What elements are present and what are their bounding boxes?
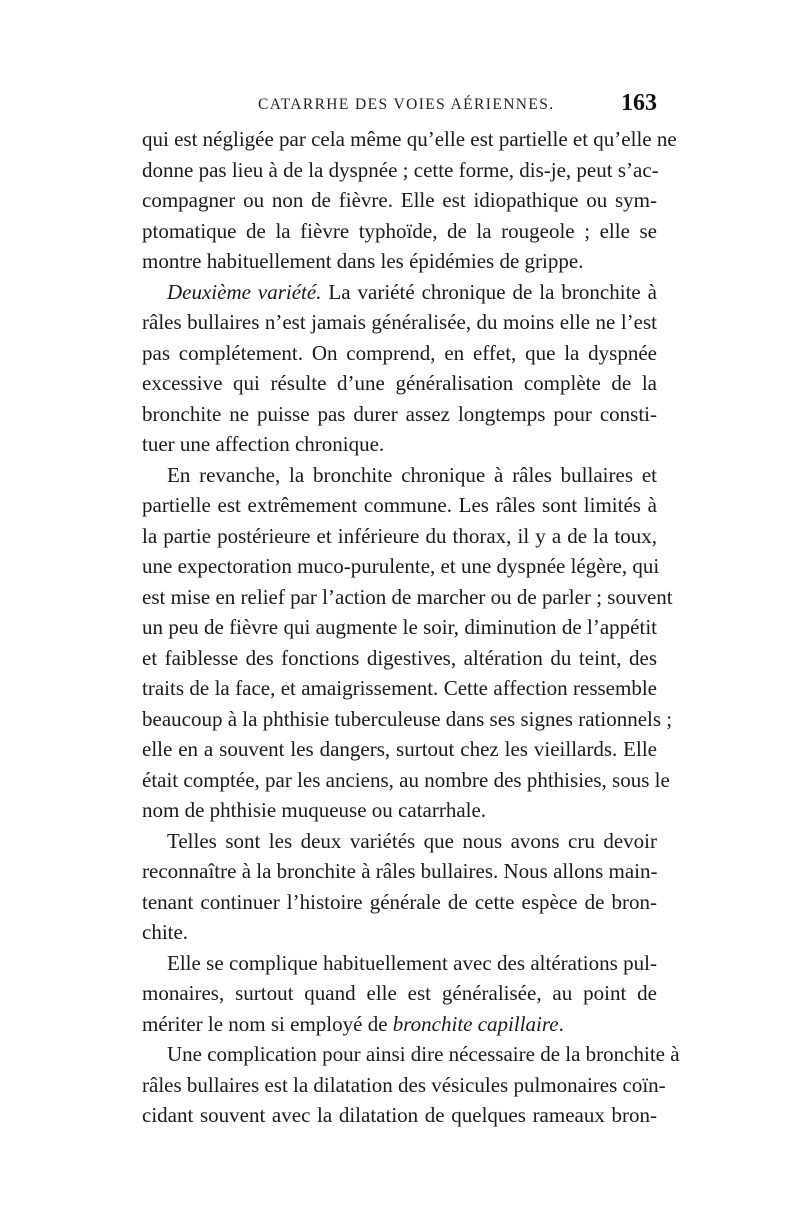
text-line: monaires, surtout quand elle est généralisée, au point de xyxy=(142,981,657,1005)
text-line: chite. xyxy=(142,920,189,944)
text-fragment: La variété chronique de la bronchite à xyxy=(321,279,657,304)
text-line: Elle se complique habituellement avec des altérations pul- xyxy=(167,950,657,975)
text-line: était comptée, par les anciens, au nombre des phthisies, sous le xyxy=(142,767,670,792)
text-line: est mise en relief par l’action de marcher ou de parler ; souvent xyxy=(142,584,673,609)
text-line: râles bullaires n’est jamais généralisée, du moins elle ne l’est xyxy=(142,310,657,334)
text-fragment: mériter le nom si employé de xyxy=(142,1011,393,1036)
text-line: tuer une affection chronique. xyxy=(142,432,385,456)
text-line: partielle est extrêmement commune. Les râles sont limités à xyxy=(142,493,657,517)
text-fragment: . xyxy=(558,1011,564,1036)
section-lead-italic: Deuxième variété. xyxy=(167,279,322,304)
text-line: ptomatique de la fièvre typhoïde, de la rougeole ; elle se xyxy=(142,218,657,243)
text-line: nom de phthisie muqueuse ou catarrhale. xyxy=(142,798,487,822)
running-title: CATARRHE DES VOIES AÉRIENNES. xyxy=(258,96,555,113)
text-line: reconnaître à la bronchite à râles bullaires. Nous allons main- xyxy=(142,859,658,883)
text-line: compagner ou non de fièvre. Elle est idiopathique ou sym- xyxy=(142,188,657,212)
text-line: traits de la face, et amaigrissement. Cette affection ressemble xyxy=(142,676,657,700)
text-line: pas complétement. On comprend, en effet, que la dyspnée xyxy=(142,340,657,365)
body-text xyxy=(142,124,680,1131)
text-line: râles bullaires est la dilatation des vésicules pulmonaires coïn- xyxy=(142,1072,666,1097)
text-line: tenant continuer l’histoire générale de cette espèce de bron- xyxy=(142,889,657,914)
text-line: un peu de fièvre qui augmente le soir, diminution de l’appétit xyxy=(142,615,657,639)
text-line: donne pas lieu à de la dyspnée ; cette forme, dis-je, peut s’ac- xyxy=(142,157,659,182)
text-line: beaucoup à la phthisie tuberculeuse dans ses signes rationnels ; xyxy=(142,706,673,731)
text-line: qui est négligée par cela même qu’elle est partielle et qu’elle ne xyxy=(142,127,677,151)
text-line xyxy=(142,277,657,308)
text-line: elle en a souvent les dangers, surtout chez les vieillards. Elle xyxy=(142,737,657,761)
text-line: et faiblesse des fonctions digestives, altération du teint, des xyxy=(142,645,657,670)
text-line: En revanche, la bronchite chronique à râles bullaires et xyxy=(167,462,657,487)
text-line: une expectoration muco-purulente, et une dyspnée légère, qui xyxy=(142,554,660,578)
page-number: 163 xyxy=(621,90,657,116)
text-line: montre habituellement dans les épidémies de grippe. xyxy=(142,249,584,273)
italic-term: bronchite capillaire xyxy=(392,1011,559,1036)
text-line: la partie postérieure et inférieure du thorax, il y a de la toux, xyxy=(142,523,657,548)
text-line: Telles sont les deux variétés que nous avons cru devoir xyxy=(167,828,657,853)
text-line: bronchite ne puisse pas durer assez longtemps pour consti- xyxy=(142,401,657,426)
text-line: Une complication pour ainsi dire nécessaire de la bronchite à xyxy=(167,1042,680,1066)
text-line xyxy=(142,1009,657,1040)
text-line: excessive qui résulte d’une généralisation complète de la xyxy=(142,371,657,395)
text-line: cidant souvent avec la dilatation de quelques rameaux bron- xyxy=(142,1103,657,1127)
